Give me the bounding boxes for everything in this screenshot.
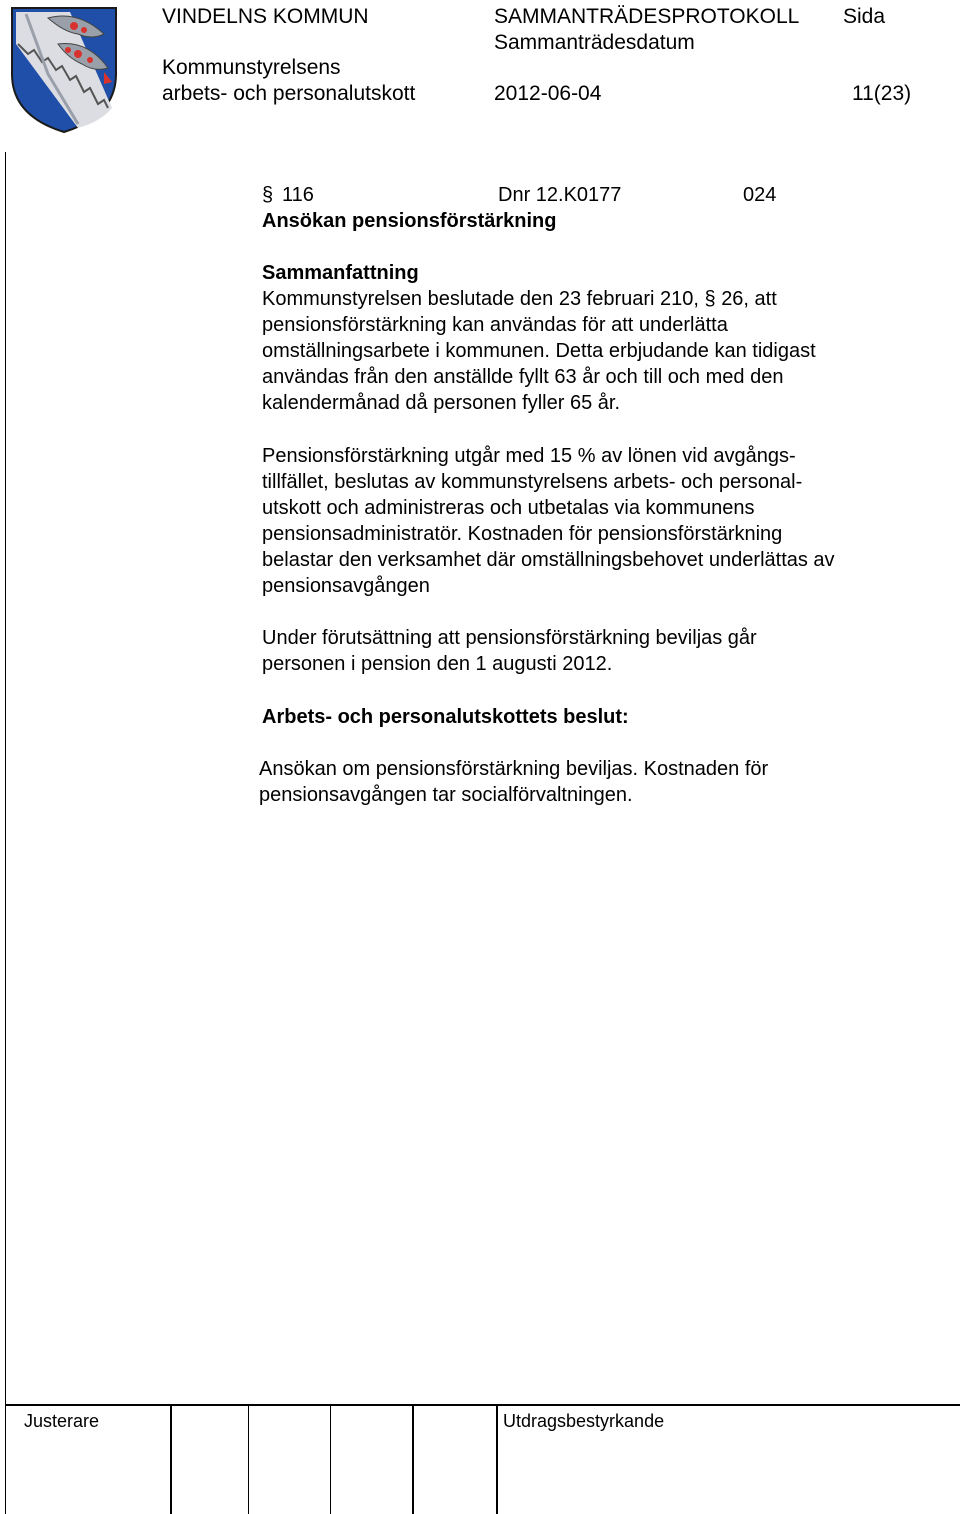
- summary-p1-line: kalendermånad då personen fyller 65 år.: [262, 392, 621, 414]
- summary-p2-line: tillfället, beslutas av kommunstyrelsens arbets- och personal-: [262, 471, 803, 493]
- summary-p2-line: belastar den verksamhet där omställningsbehovet underlättas av: [262, 549, 835, 571]
- item-title: Ansökan pensionsförstärkning: [262, 210, 557, 232]
- item-code: 024: [743, 184, 777, 206]
- summary-p2-line: pensionsadministratör. Kostnaden för pensionsförstärkning: [262, 523, 783, 545]
- summary-heading: Sammanfattning: [262, 262, 419, 284]
- footer-divider: [248, 1404, 249, 1514]
- footer-rule: [5, 1404, 960, 1406]
- summary-paragraph-1: [262, 286, 932, 416]
- summary-p3-line: Under förutsättning att pensionsförstärkning beviljas går: [262, 627, 757, 649]
- header-body-line2: arbets- och personalutskott: [162, 82, 416, 105]
- summary-p2-line: Pensionsförstärkning utgår med 15 % av lönen vid avgångs-: [262, 445, 796, 467]
- summary-p2-line: pensionsavgången: [262, 575, 430, 597]
- coat-of-arms-logo: [8, 4, 120, 136]
- footer-divider: [330, 1404, 331, 1514]
- header-body-line1: Kommunstyrelsens: [162, 56, 341, 79]
- header-org: VINDELNS KOMMUN: [162, 5, 369, 28]
- decision-line: Ansökan om pensionsförstärkning beviljas. Kostnaden för: [259, 758, 769, 780]
- municipal-coat-of-arms-icon: [8, 4, 120, 136]
- section-symbol: §: [262, 184, 274, 206]
- header-date: 2012-06-04: [494, 82, 602, 105]
- left-margin-rule: [5, 152, 6, 1514]
- summary-p2-line: utskott och administreras och utbetalas via kommunens: [262, 497, 755, 519]
- footer-justerare: Justerare: [24, 1411, 100, 1431]
- summary-p1-line: användas från den anställde fyllt 63 år och till och med den: [262, 366, 784, 388]
- header-page-label: Sida: [843, 5, 886, 28]
- item-dnr: Dnr 12.K0177: [498, 184, 622, 206]
- summary-p1-line: Kommunstyrelsen beslutade den 23 februari 210, § 26, att: [262, 288, 777, 310]
- summary-paragraph-2: [262, 443, 932, 599]
- footer-divider: [496, 1404, 498, 1514]
- section-symbol-inline: §: [704, 288, 716, 310]
- summary-p3-line: personen i pension den 1 augusti 2012.: [262, 653, 613, 675]
- summary-paragraph-3: [262, 625, 932, 677]
- header-page: 11(23): [852, 82, 912, 105]
- item-number: 116: [282, 184, 314, 206]
- decision-text: [259, 756, 929, 808]
- decision-heading: Arbets- och personalutskottets beslut:: [262, 706, 629, 728]
- header-date-label: Sammanträdesdatum: [494, 31, 695, 54]
- summary-p1-line: pensionsförstärkning kan användas för att underlätta: [262, 314, 728, 336]
- summary-p1-line: omställningsarbete i kommunen. Detta erbjudande kan tidigast: [262, 340, 816, 362]
- decision-line: pensionsavgången tar socialförvaltningen.: [259, 784, 633, 806]
- footer-divider: [170, 1404, 172, 1514]
- footer-divider: [412, 1404, 414, 1514]
- footer-utdragsbestyrkande: Utdragsbestyrkande: [503, 1411, 665, 1431]
- header-doc-type: SAMMANTRÄDESPROTOKOLL: [494, 5, 800, 28]
